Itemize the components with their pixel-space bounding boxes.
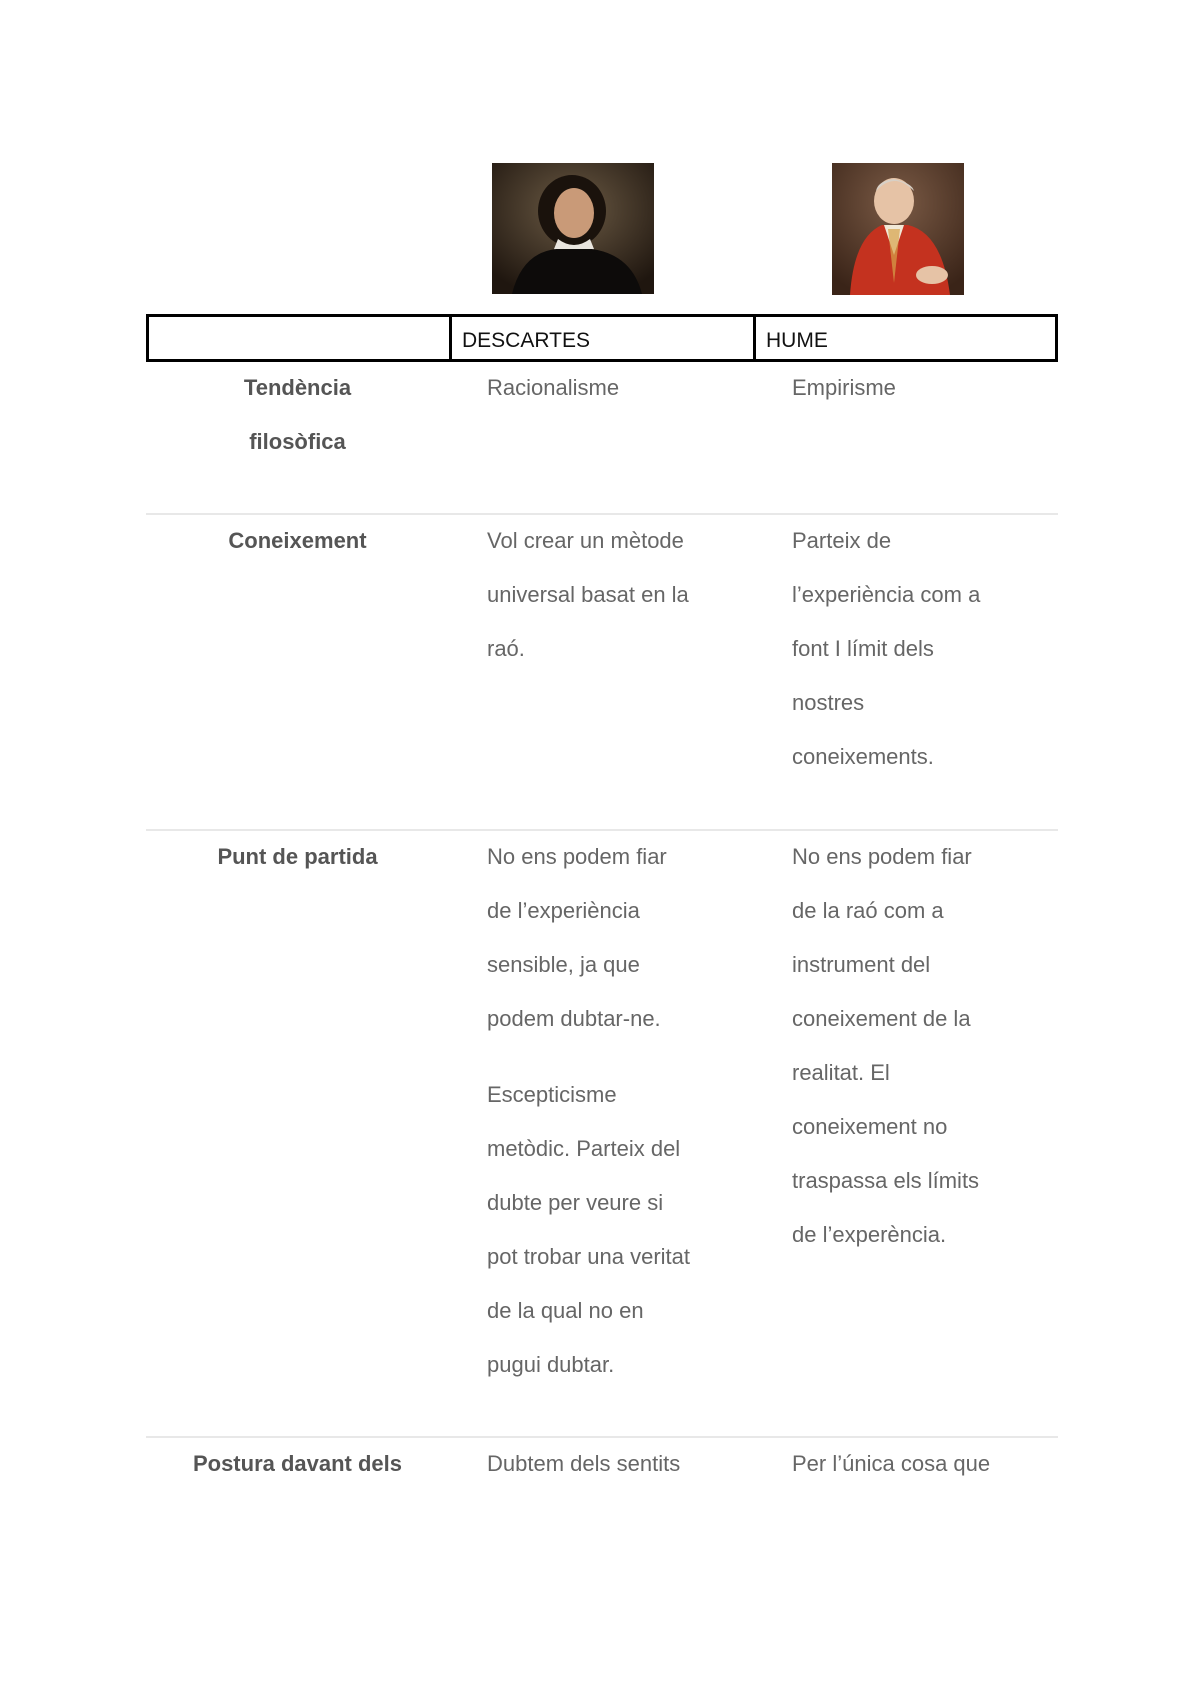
descartes-cell: Vol crear un mètode universal basat en la raó. (487, 528, 689, 661)
descartes-cell: Dubtem dels sentits (487, 1451, 681, 1476)
descartes-cell: No ens podem fiar de l’experiència sensible, ja que podem dubtar-ne. Escepticisme metòdic. Parteix del dubte per veure si pot trobar una veritat de la qual no en pugui dubtar. (487, 844, 691, 1377)
header-cell-empty (149, 317, 452, 359)
row-label: Tendència filosòfica (243, 375, 352, 454)
row-label: Punt de partida (217, 844, 378, 869)
hume-portrait (832, 163, 964, 295)
header-cell-hume: HUME (766, 329, 828, 352)
row-label: Coneixement (228, 528, 367, 553)
row-label: Postura davant dels (192, 1451, 403, 1476)
table-header-row (146, 314, 1058, 362)
header-cell-descartes: DESCARTES (452, 317, 756, 359)
descartes-cell: Racionalisme (487, 375, 620, 400)
hume-cell: Per l’única cosa que (792, 1451, 991, 1476)
hume-cell: Empirisme (792, 375, 896, 400)
hume-cell: No ens podem fiar de la raó com a instrument del coneixement de la realitat. El coneixement no traspassa els límits de l’experència. (792, 844, 980, 1247)
descartes-portrait (492, 163, 654, 294)
hume-cell: Parteix de l’experiència com a font I límit dels nostres coneixements. (792, 528, 981, 769)
